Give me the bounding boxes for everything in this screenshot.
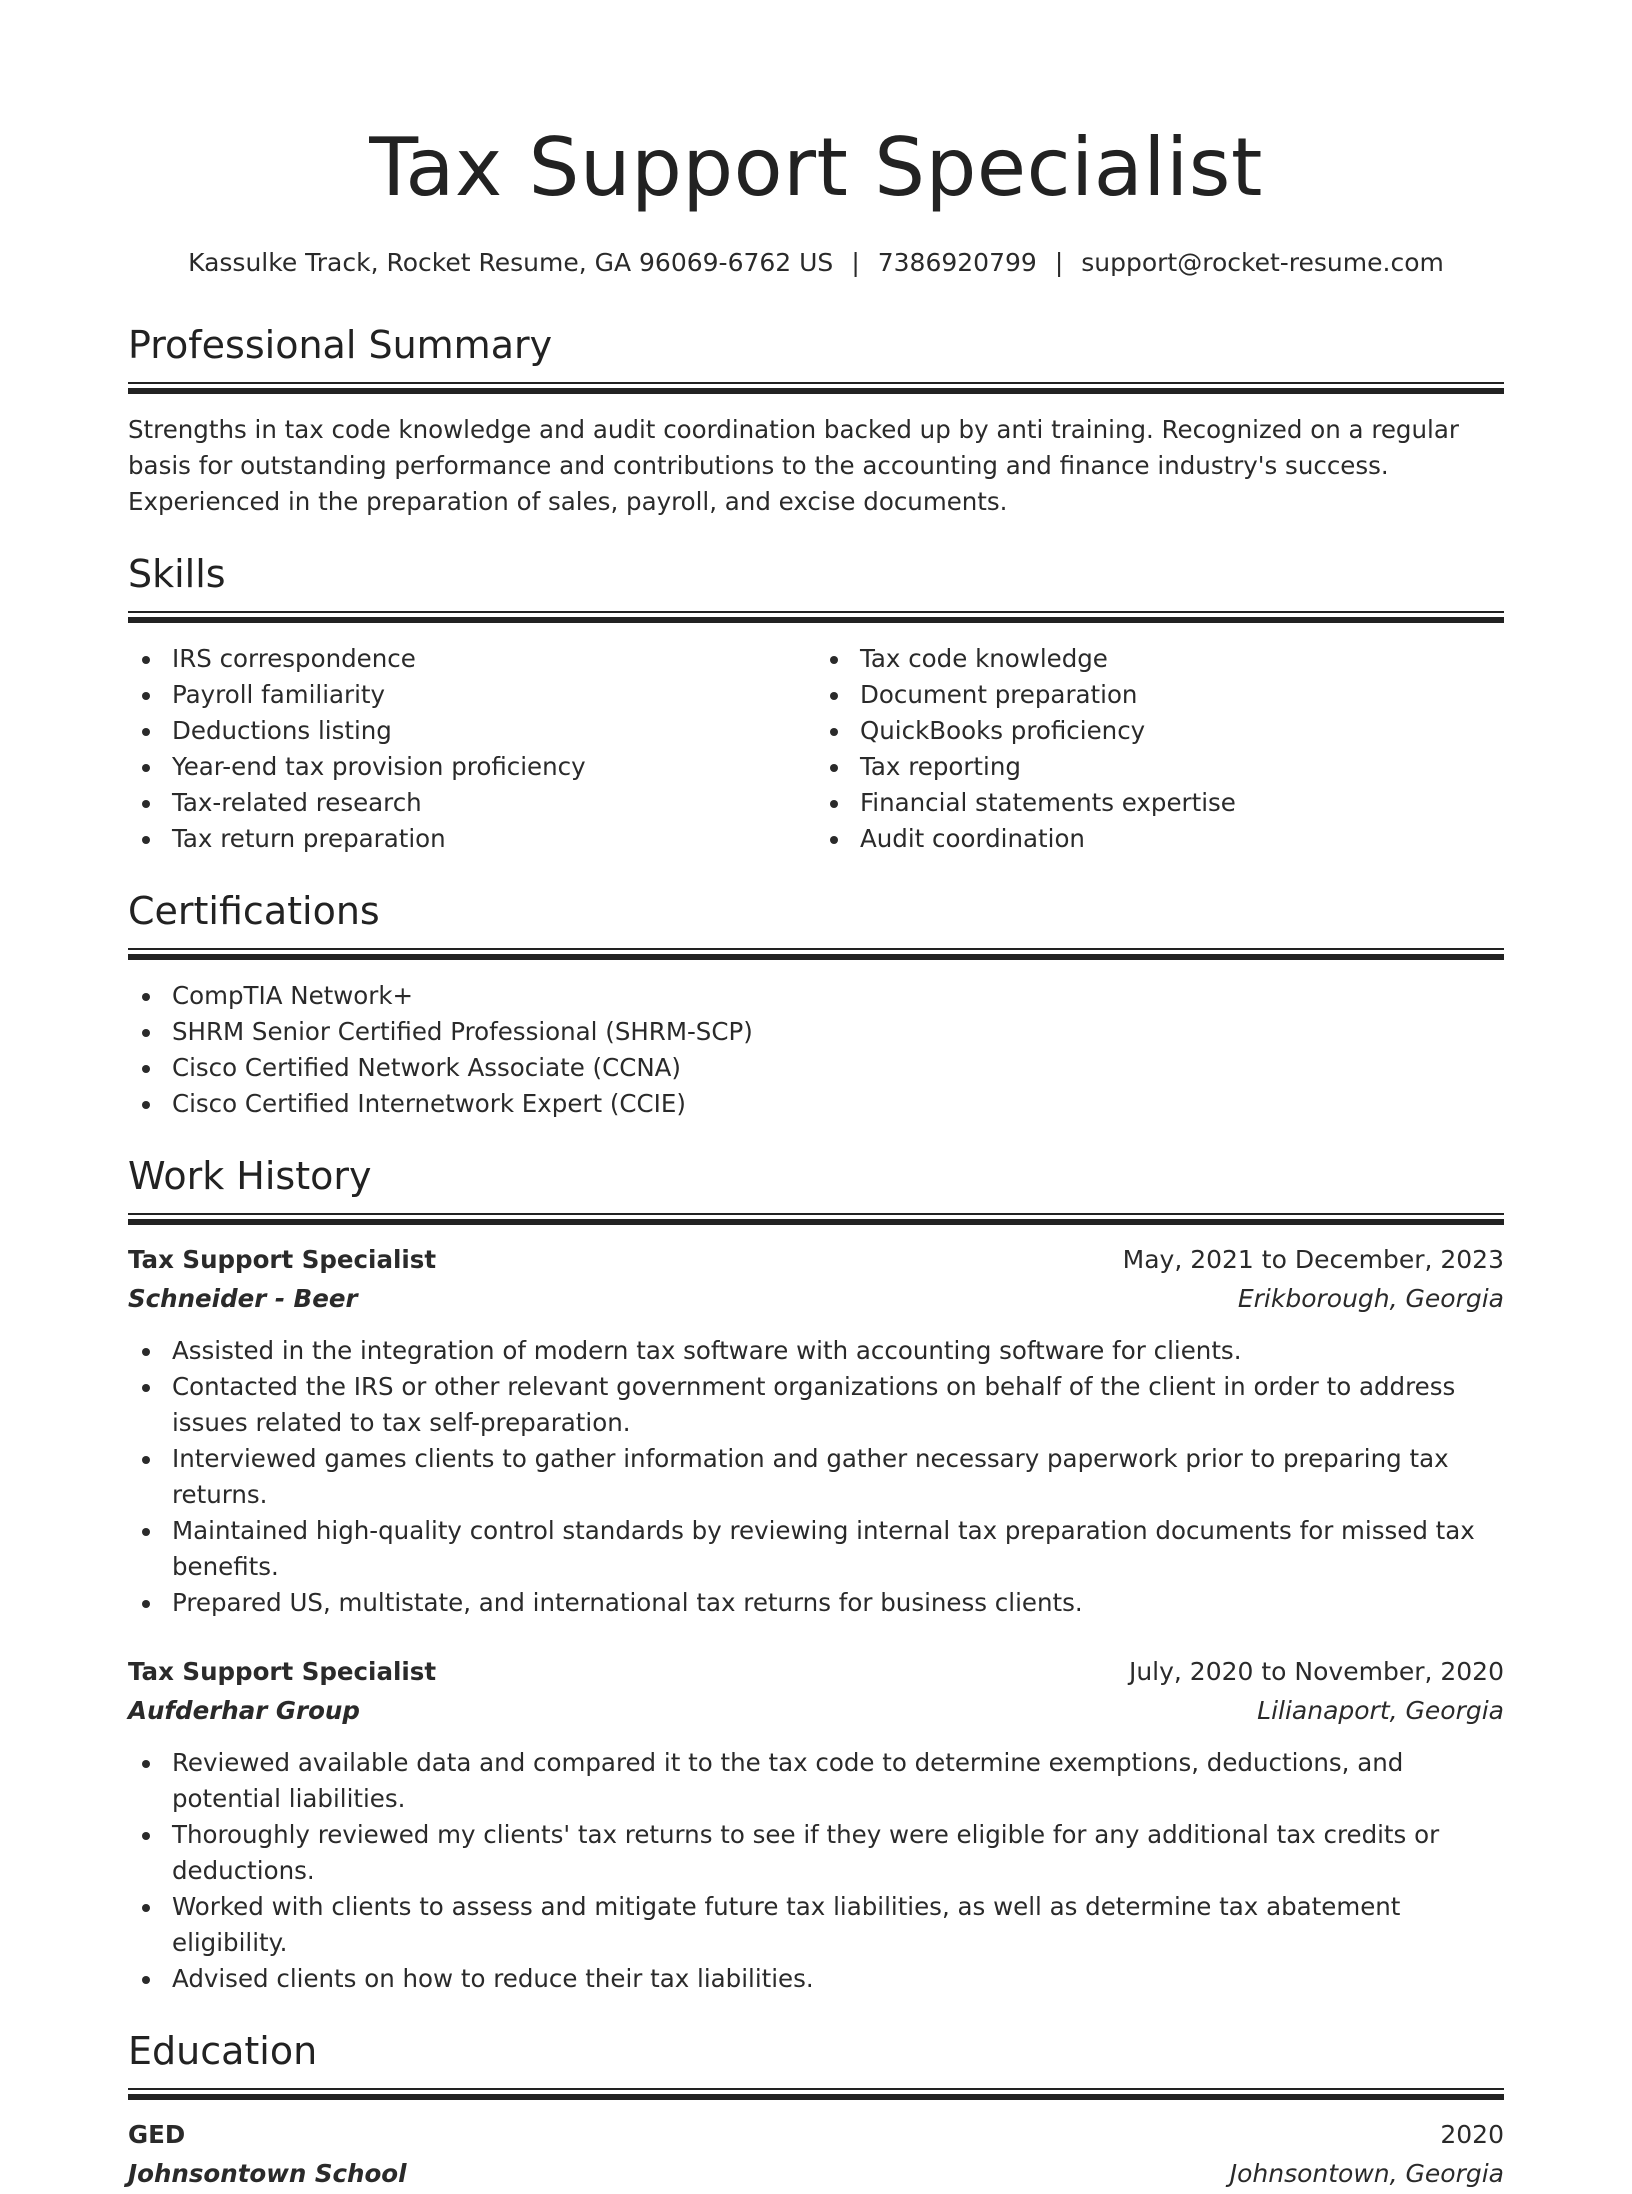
job-title: Tax Support Specialist (128, 1657, 437, 1686)
section-title-certifications: Certifications (128, 889, 380, 933)
skill-item: Deductions listing (128, 713, 816, 749)
education-entry (128, 2116, 1504, 2194)
contact-line (128, 246, 1504, 280)
job-subheader (128, 1691, 1504, 1731)
job-bullet: Assisted in the integration of modern tax software with accounting software for clients. (128, 1333, 1504, 1369)
skills-list-right (816, 641, 1504, 857)
skill-item: Payroll familiarity (128, 677, 816, 713)
section-title-summary: Professional Summary (128, 323, 553, 367)
job-location: Lilianaport, Georgia (1257, 1696, 1504, 1725)
work-history-section (128, 1151, 1504, 1997)
contact-email[interactable]: support@rocket-resume.com (1081, 248, 1444, 277)
education-school: Johnsontown School (128, 2159, 407, 2188)
education-degree: GED (128, 2120, 186, 2149)
job-subheader (128, 1279, 1504, 1319)
job-header (128, 1653, 1504, 1691)
contact-address: Kassulke Track, Rocket Resume, GA 96069-6762 US (188, 248, 834, 277)
job-bullets (128, 1745, 1504, 1997)
job-company: Schneider - Beer (128, 1284, 358, 1313)
certifications-list (128, 978, 1504, 1122)
skill-item: IRS correspondence (128, 641, 816, 677)
skill-item: Tax code knowledge (816, 641, 1504, 677)
certification-item: Cisco Certified Internetwork Expert (CCIE) (128, 1086, 1504, 1122)
job-company: Aufderhar Group (128, 1696, 360, 1725)
contact-phone: 7386920799 (877, 248, 1037, 277)
skill-item: Audit coordination (816, 821, 1504, 857)
section-divider (128, 382, 1504, 394)
education-section (128, 2026, 1504, 2194)
education-header (128, 2116, 1504, 2154)
summary-section (128, 320, 1504, 520)
education-location: Johnsontown, Georgia (1229, 2159, 1504, 2188)
certification-item: Cisco Certified Network Associate (CCNA) (128, 1050, 1504, 1086)
job-entry (128, 1241, 1504, 1621)
certification-item: CompTIA Network+ (128, 978, 1504, 1014)
job-bullet: Interviewed games clients to gather information and gather necessary paperwork prior to preparing tax returns. (128, 1441, 1504, 1513)
certifications-section (128, 886, 1504, 1122)
section-title-work-history: Work History (128, 1154, 372, 1198)
section-divider (128, 1213, 1504, 1225)
certification-item: SHRM Senior Certified Professional (SHRM-SCP) (128, 1014, 1504, 1050)
skill-item: Tax reporting (816, 749, 1504, 785)
job-bullet: Thoroughly reviewed my clients' tax returns to see if they were eligible for any additional tax credits or deductions. (128, 1817, 1504, 1889)
job-bullets (128, 1333, 1504, 1621)
section-title-education: Education (128, 2029, 318, 2073)
job-title: Tax Support Specialist (128, 1245, 437, 1274)
job-bullet: Reviewed available data and compared it to the tax code to determine exemptions, deductions, and potential liabilities. (128, 1745, 1504, 1817)
section-divider (128, 611, 1504, 623)
skill-item: Financial statements expertise (816, 785, 1504, 821)
skill-item: Tax return preparation (128, 821, 816, 857)
job-header (128, 1241, 1504, 1279)
contact-separator: | (851, 248, 860, 277)
section-divider (128, 2088, 1504, 2100)
section-title-skills: Skills (128, 552, 226, 596)
education-subheader (128, 2154, 1504, 2194)
education-year: 2020 (1440, 2120, 1504, 2149)
job-dates: May, 2021 to December, 2023 (1122, 1245, 1504, 1274)
skills-list-left (128, 641, 816, 857)
skills-grid (128, 641, 1504, 857)
skills-section (128, 549, 1504, 857)
job-bullet: Contacted the IRS or other relevant government organizations on behalf of the client in order to address issues related to tax self-preparation. (128, 1369, 1504, 1441)
skill-item: Year-end tax provision proficiency (128, 749, 816, 785)
summary-text: Strengths in tax code knowledge and audit coordination backed up by anti training. Recognized on a regular basis for outstanding performance and contributions to the accounting and finance industry's success. Experienced in the preparation of sales, payroll, and excise documents. (128, 415, 1459, 516)
skill-item: QuickBooks proficiency (816, 713, 1504, 749)
job-bullet: Prepared US, multistate, and international tax returns for business clients. (128, 1585, 1504, 1621)
job-entry (128, 1653, 1504, 1997)
skill-item: Tax-related research (128, 785, 816, 821)
candidate-name: Tax Support Specialist (369, 121, 1263, 214)
section-divider (128, 948, 1504, 960)
job-bullet: Maintained high-quality control standards by reviewing internal tax preparation documents for missed tax benefits. (128, 1513, 1504, 1585)
job-dates: July, 2020 to November, 2020 (1128, 1657, 1504, 1686)
job-location: Erikborough, Georgia (1237, 1284, 1504, 1313)
skill-item: Document preparation (816, 677, 1504, 713)
job-bullet: Advised clients on how to reduce their tax liabilities. (128, 1961, 1504, 1997)
contact-separator: | (1054, 248, 1064, 277)
job-bullet: Worked with clients to assess and mitigate future tax liabilities, as well as determine tax abatement eligibility. (128, 1889, 1504, 1961)
